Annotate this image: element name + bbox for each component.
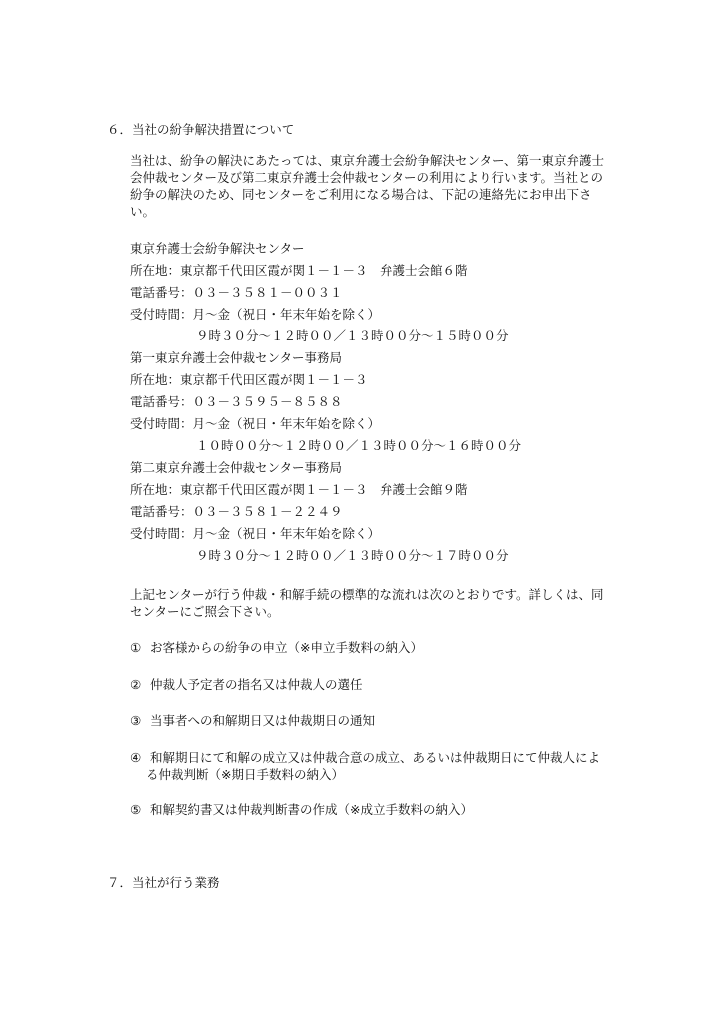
section7-heading: ７．当社が行う業務 [107,875,220,890]
step-text: 和解期日にて和解の成立又は仲裁合意の成立、あるいは仲裁期日にて仲裁人によ [150,750,601,765]
center-address: 所在地：東京都千代田区霞が関１－１－３ [130,372,368,387]
center-name: 第二東京弁護士会仲裁センター事務局 [130,460,343,475]
center-phone: 電話番号：０３－３５８１－００３１ [130,285,343,300]
step-text-continuation: る仲裁判断（※期日手数料の納入） [146,767,344,782]
step-text: 仲裁人予定者の指名又は仲裁人の選任 [150,677,363,692]
step-item [130,639,423,657]
step-number: ① [130,640,142,655]
center-name: 第一東京弁護士会仲裁センター事務局 [130,350,343,365]
step-number: ③ [130,713,142,728]
step-number: ② [130,677,142,692]
center-times: １０時００分～１２時００／１３時００分～１６時００分 [196,438,522,453]
center-phone: 電話番号：０３－３５８１－２２４９ [130,504,343,519]
step-number: ④ [130,750,142,765]
step-item [130,749,600,767]
center-hours: 受付時間：月～金（祝日・年末年始を除く） [130,416,381,431]
intro-line: 会仲裁センター及び第二東京弁護士会仲裁センターの利用により行います。当社との [130,170,604,185]
step-item [130,676,363,694]
center-times: ９時３０分～１２時００／１３時００分～１７時００分 [196,548,509,563]
step-number: ⑤ [130,802,142,817]
flow-intro-line: センターにご照会下さい。 [130,604,280,619]
center-hours: 受付時間：月～金（祝日・年末年始を除く） [130,307,381,322]
section6-heading: ６．当社の紛争解決措置について [107,122,295,137]
center-hours: 受付時間：月～金（祝日・年末年始を除く） [130,526,381,541]
step-text: 和解契約書又は仲裁判断書の作成（※成立手数料の納入） [150,802,473,817]
intro-line: い。 [130,204,156,219]
center-times: ９時３０分～１２時００／１３時００分～１５時００分 [196,328,509,343]
center-phone: 電話番号：０３－３５９５－８５８８ [130,394,343,409]
intro-line: 当社は、紛争の解決にあたっては、東京弁護士会紛争解決センター、第一東京弁護士 [130,153,605,168]
step-text: 当事者への和解期日又は仲裁期日の通知 [150,713,376,728]
flow-intro-line: 上記センターが行う仲裁・和解手続の標準的な流れは次のとおりです。詳しくは、同 [130,587,604,602]
step-item [130,712,375,730]
center-address: 所在地：東京都千代田区霞が関１－１－３ 弁護士会館６階 [130,263,468,278]
center-name: 東京弁護士会紛争解決センター [130,241,305,256]
intro-line: 紛争の解決のため、同センターをご利用になる場合は、下記の連絡先にお申出下さ [130,187,592,202]
step-item [130,801,473,819]
step-text: お客様からの紛争の申立（※申立手数料の納入） [150,640,423,655]
center-address: 所在地：東京都千代田区霞が関１－１－３ 弁護士会館９階 [130,482,468,497]
